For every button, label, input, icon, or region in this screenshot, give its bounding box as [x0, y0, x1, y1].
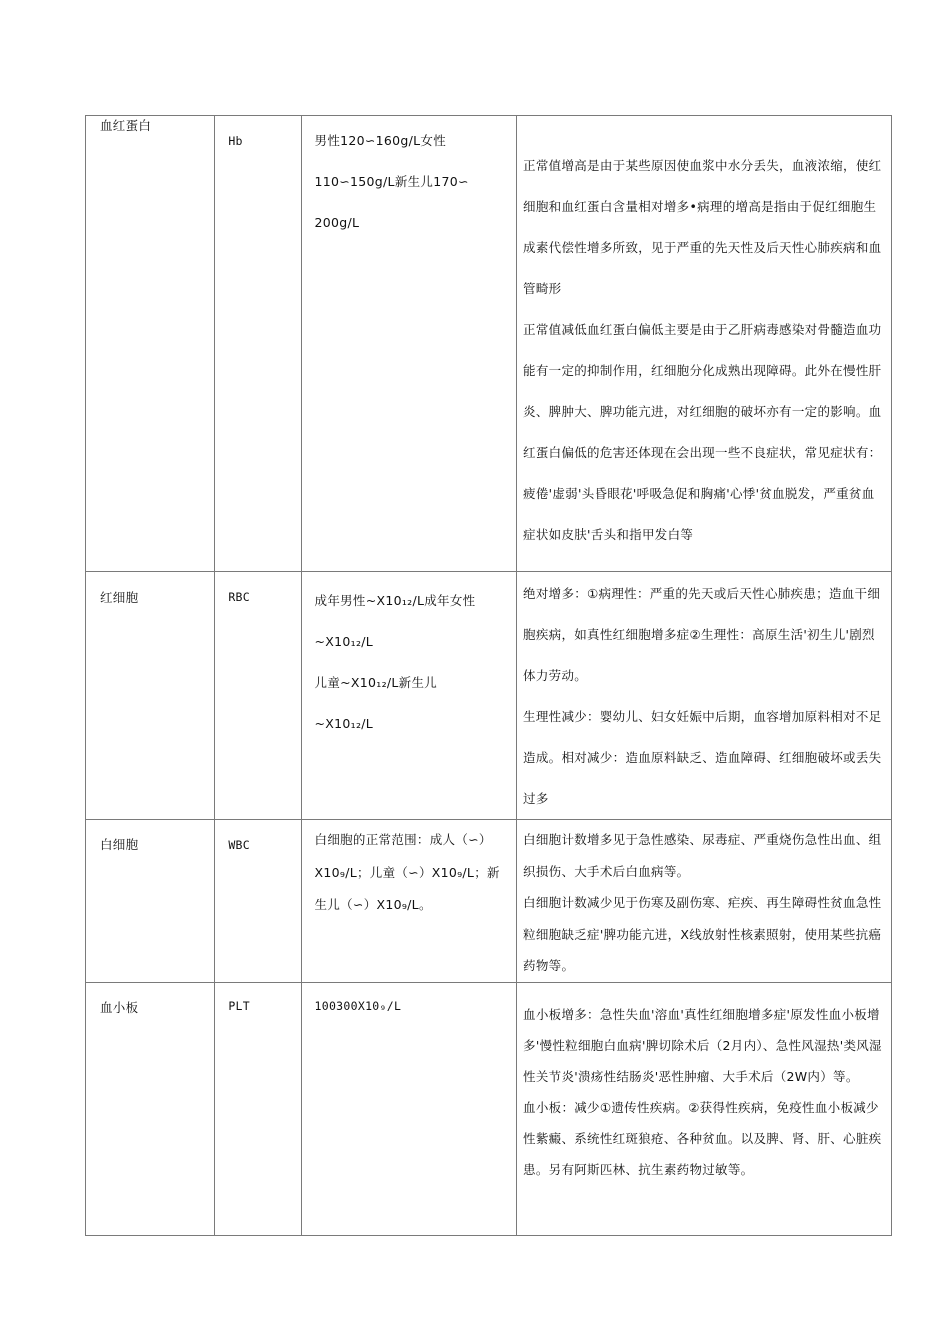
range-line: ~X10₁₂/L: [314, 716, 374, 731]
clinical-significance: [517, 116, 891, 555]
clinical-significance: [517, 572, 891, 819]
test-abbr: Hb: [228, 134, 243, 148]
range-line: 儿童~X10₁₂/L新生儿: [314, 675, 438, 690]
normal-range-cell: [301, 572, 517, 820]
range-line: X10₉/L；儿童（∽）X10₉/L；新: [314, 864, 500, 880]
table-row: [86, 572, 892, 820]
significance-paragraph: 正常值减低血红蛋白偏低主要是由于乙肝病毒感染对骨髓造血功能有一定的抑制作用，红细胞分化成熟出现障碍。此外在慢性肝炎、脾肿大、脾功能亢进，对红细胞的破坏亦有一定的影响。血红蛋白偏低的危害还体现在会出现一些不良症状，常见症状有：疲倦'虚弱'头昏眼花'呼吸急促和胸痛'心悸'贫血脱发，严重贫血症状如皮肤'舌头和指甲发白等: [523, 322, 882, 542]
test-abbr-cell: [215, 116, 301, 572]
normal-range: [302, 820, 517, 922]
clinical-significance: [517, 820, 891, 982]
table-row: [86, 116, 892, 572]
test-name-cell: [86, 820, 215, 983]
range-line: ~X10₁₂/L: [314, 634, 374, 649]
range-line: 110∽150g/L新生儿170∽: [314, 174, 469, 189]
test-name: 红细胞: [100, 590, 139, 605]
range-line: 成年男性~X10₁₂/L成年女性: [314, 593, 476, 608]
normal-range: [302, 572, 517, 744]
range-line: 100300X10₉/L: [314, 999, 402, 1013]
table-row: [86, 983, 892, 1236]
normal-range-cell: [301, 983, 517, 1236]
range-line: 男性120∽160g/L女性: [314, 133, 447, 148]
normal-range: [302, 116, 517, 243]
clinical-significance: [517, 983, 891, 1185]
table-row: [86, 820, 892, 983]
normal-range-cell: [301, 820, 517, 983]
clinical-significance-cell: [517, 572, 892, 820]
test-abbr: WBC: [228, 838, 250, 852]
test-name: 血红蛋白: [100, 118, 152, 133]
significance-paragraph: 绝对增多：①病理性：严重的先天或后天性心肺疾患；造血干细胞疾病，如真性红细胞增多症②生理性：高原生活'初生儿'剧烈体力劳动。: [523, 586, 881, 683]
test-name-cell: [86, 572, 215, 820]
significance-paragraph: 正常值增高是由于某些原因使血浆中水分丢失，血液浓缩，使红细胞和血红蛋白含量相对增多•病理的增高是指由于促红细胞生成素代偿性增多所致，见于严重的先天性及后天性心肺疾病和血管畸形: [523, 158, 882, 296]
significance-paragraph: 白细胞计数增多见于急性感染、尿毒症、严重烧伤急性出血、组织损伤、大手术后白血病等。: [523, 832, 882, 879]
test-name-cell: [86, 983, 215, 1236]
test-name: 白细胞: [100, 837, 139, 852]
clinical-significance-cell: [517, 983, 892, 1236]
significance-paragraph: 血小板增多：急性失血'溶血'真性红细胞增多症'原发性血小板增多'慢性粒细胞白血病'脾切除术后（2月内）、急性风湿热'类风湿性关节炎'溃疡性结肠炎'恶性肿瘤、大手术后（2W内）等。: [523, 1007, 882, 1084]
lab-values-table: [85, 115, 892, 1236]
test-abbr-cell: [215, 572, 301, 820]
significance-paragraph: 生理性减少：婴幼儿、妇女妊娠中后期，血容增加原料相对不足造成。相对减少：造血原料缺乏、造血障碍、红细胞破坏或丢失过多: [523, 709, 882, 806]
test-abbr: RBC: [228, 590, 250, 604]
clinical-significance-cell: [517, 116, 892, 572]
significance-paragraph: 白细胞计数减少见于伤寒及副伤寒、疟疾、再生障碍性贫血急性粒细胞缺乏症'脾功能亢进，X线放射性核素照射，使用某些抗癌药物等。: [523, 895, 882, 973]
test-abbr-cell: [215, 820, 301, 983]
test-abbr: PLT: [228, 999, 250, 1013]
test-name-cell: [86, 116, 215, 572]
test-name: 血小板: [100, 1000, 139, 1015]
normal-range: [302, 983, 517, 1015]
range-line: 200g/L: [314, 215, 360, 230]
clinical-significance-cell: [517, 820, 892, 983]
range-line: 生儿（∽）X10₉/L。: [314, 897, 432, 912]
normal-range-cell: [301, 116, 517, 572]
range-line: 白细胞的正常范围：成人（∽）: [314, 832, 492, 847]
test-abbr-cell: [215, 983, 301, 1236]
significance-paragraph: 血小板：减少①遗传性疾病。②获得性疾病，免疫性血小板减少性紫癜、系统性红斑狼疮、各种贫血。以及脾、肾、肝、心脏疾患。另有阿斯匹林、抗生素药物过敏等。: [523, 1100, 882, 1177]
